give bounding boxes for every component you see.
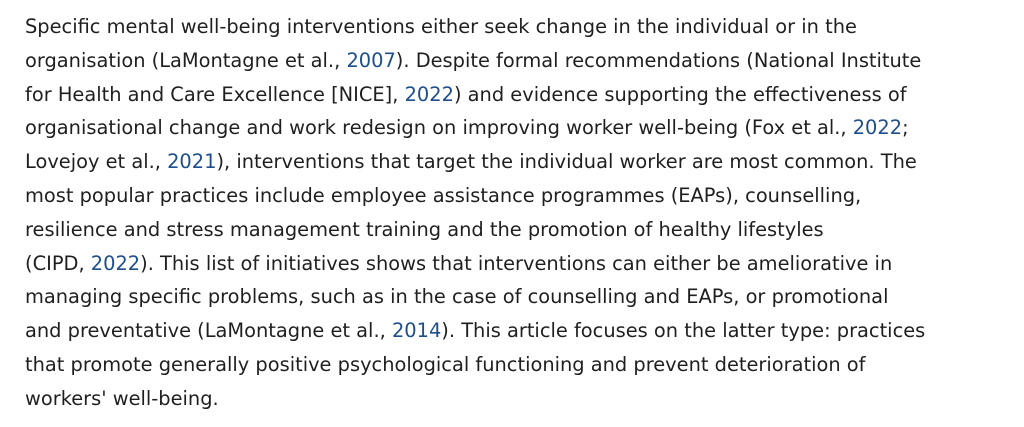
text-line: [25, 348, 1000, 382]
text-segment: for Health and Care Excellence [NICE],: [25, 82, 405, 106]
text-segment: resilience and stress management training and the promotion of healthy lifestyles: [25, 217, 824, 241]
citation-year-link[interactable]: 2022: [90, 251, 141, 275]
text-segment: that promote generally positive psychological functioning and prevent deterioration of: [25, 352, 866, 376]
text-line: [25, 111, 1000, 145]
text-segment: Specific mental well-being interventions either seek change in the individual or in the: [25, 15, 857, 38]
text-segment: ;: [902, 116, 909, 140]
text-segment: ). Despite formal recommendations (National Institute: [395, 48, 922, 72]
text-segment: ) and evidence supporting the effectiveness of: [453, 82, 907, 106]
body-paragraph: [25, 10, 1000, 416]
text-line: [25, 314, 1000, 348]
text-line: [25, 78, 1000, 112]
text-segment: organisational change and work redesign on improving worker well-being (Fox et al.,: [25, 116, 853, 140]
text-segment: ). This list of initiatives shows that interventions can either be ameliorative in: [140, 251, 893, 275]
citation-year-link[interactable]: 2021: [167, 150, 217, 174]
citation-year-link[interactable]: 2014: [391, 319, 442, 343]
text-segment: Lovejoy et al.,: [25, 150, 168, 174]
text-segment: ). This article focuses on the latter type: practices: [441, 319, 926, 343]
citation-year-link[interactable]: 2022: [852, 116, 903, 140]
text-line: [25, 280, 1000, 314]
text-segment: (CIPD,: [25, 251, 91, 275]
text-segment: workers' well-being.: [25, 386, 219, 410]
citation-year-link[interactable]: 2007: [346, 48, 396, 72]
text-line: [25, 145, 1000, 179]
text-line: [25, 10, 1000, 44]
text-segment: managing specific problems, such as in the case of counselling and EAPs, or promotional: [25, 285, 889, 309]
text-line: [25, 247, 1000, 281]
text-line: [25, 44, 1000, 78]
text-line: [25, 213, 1000, 247]
text-line: [25, 179, 1000, 213]
text-segment: ), interventions that target the individual worker are most common. The: [216, 150, 917, 174]
text-segment: and preventative (LaMontagne et al.,: [25, 319, 392, 343]
citation-year-link[interactable]: 2022: [404, 82, 454, 106]
text-segment: organisation (LaMontagne et al.,: [25, 48, 347, 72]
text-line: [25, 382, 1000, 416]
text-segment: most popular practices include employee assistance programmes (EAPs), counselling,: [25, 183, 862, 207]
